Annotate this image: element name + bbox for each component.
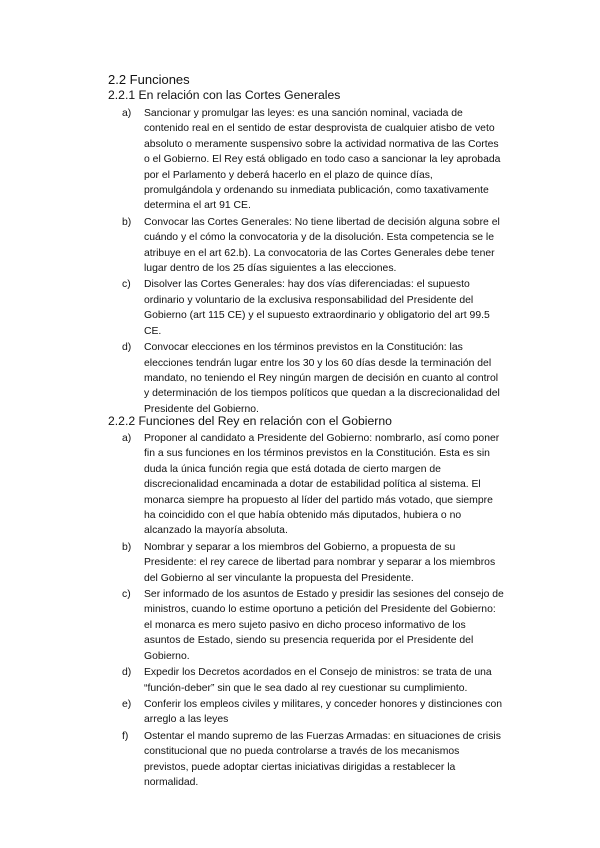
item-marker: f) <box>122 730 129 742</box>
list-gobierno <box>122 431 504 791</box>
item-marker: b) <box>122 216 132 228</box>
list-item <box>122 215 504 277</box>
list-item <box>122 697 504 728</box>
list-item <box>122 540 504 586</box>
item-text: Nombrar y separar a los miembros del Gobierno, a propuesta de su Presidente: el rey carece de libertad para nombrar y separar a los miembros del Gobierno al ser vinculante la propuesta del Presidente. <box>144 541 496 584</box>
list-cortes <box>122 106 504 418</box>
list-item <box>122 729 504 791</box>
item-marker: b) <box>122 541 132 553</box>
item-text: Proponer al candidato a Presidente del Gobierno: nombrarlo, así como poner fin a sus funciones en los términos previstos en la Constitución. Esta es sin duda la única función regia que está dotada de cierto margen de discrecionalidad encaminada a dotar de estabilidad política al sistema. El monarca siempre ha propuesto al líder del partido más votado, que siempre ha coincidido con el que había obtenido más diputados, hubiera o no alcanzado la mayoría absoluta. <box>144 433 500 537</box>
item-marker: a) <box>122 108 132 119</box>
item-marker: a) <box>122 433 132 444</box>
item-marker: d) <box>122 342 132 354</box>
list-item <box>122 106 504 214</box>
subsection-title-gobierno: 2.2.2 Funciones del Rey en relación con el Gobierno <box>108 414 392 428</box>
item-text: Conferir los empleos civiles y militares, y conceder honores y distinciones con arreglo a las leyes <box>144 698 503 726</box>
item-text: Expedir los Decretos acordados en el Consejo de ministros: se trata de una “función-deber” sin que le sea dado al rey cuestionar su cumplimiento. <box>144 667 492 694</box>
subsection-title-cortes: 2.2.1 En relación con las Cortes Generales <box>108 88 341 102</box>
item-marker: c) <box>122 589 131 601</box>
list-item <box>122 665 504 696</box>
item-text: Ser informado de los asuntos de Estado y presidir las sesiones del consejo de ministros, cuando lo estime oportuno a petición del Presidente del Gobierno: el monarca es mero sujeto pasivo en dicho proceso informativo de los asuntos de Estado, siendo su presencia requerida por el Presidente del Gobierno. <box>144 589 504 662</box>
item-text: Disolver las Cortes Generales: hay dos vías diferenciadas: el supuesto ordinario y voluntario de la exclusiva responsabilidad del Presidente del Gobierno (art 115 CE) y el supuesto extraordinario y obligatorio del art 99.5 CE. <box>144 279 490 337</box>
list-item <box>122 277 504 339</box>
list-item <box>122 431 504 539</box>
list-item <box>122 587 504 664</box>
item-text: Sancionar y promulgar las leyes: es una sanción nominal, vaciada de contenido real en el sentido de estar desprovista de cualquier atisbo de veto absoluto o meramente suspensivo sobre la actividad normativa de las Cortes o el Gobierno. El Rey está obligado en todo caso a sancionar la ley aprobada por el Parlamento y deberá hacerlo en el plazo de quince días, promulgándola y ordenando su inmediata publicación, como taxativamente determina el art 91 CE. <box>144 108 501 212</box>
item-marker: c) <box>122 279 131 291</box>
item-text: Convocar elecciones en los términos previstos en la Constitución: las elecciones tendrán lugar entre los 30 y los 60 días desde la terminación del mandato, no teniendo el Rey ningún margen de decisión en cuanto al control y determinación de los tiempos políticos que quedan a la discrecionalidad del Presidente del Gobierno. <box>144 342 500 415</box>
item-text: Ostentar el mando supremo de las Fuerzas Armadas: en situaciones de crisis constitucional que no pueda controlarse a través de los mecanismos previstos, puede adoptar ciertas iniciativas dirigidas a restablecer la normalidad. <box>144 730 501 788</box>
list-item <box>122 340 504 417</box>
section-title: 2.2 Funciones <box>108 72 190 87</box>
item-marker: d) <box>122 667 132 679</box>
item-text: Convocar las Cortes Generales: No tiene libertad de decisión alguna sobre el cuándo y el cómo la convocatoria y de la disolución. Esta competencia se le atribuye en el art 62.b). La convocatoria de las Cortes Generales debe tener lugar dentro de los 25 días siguientes a las elecciones. <box>144 216 500 275</box>
item-marker: e) <box>122 698 132 710</box>
